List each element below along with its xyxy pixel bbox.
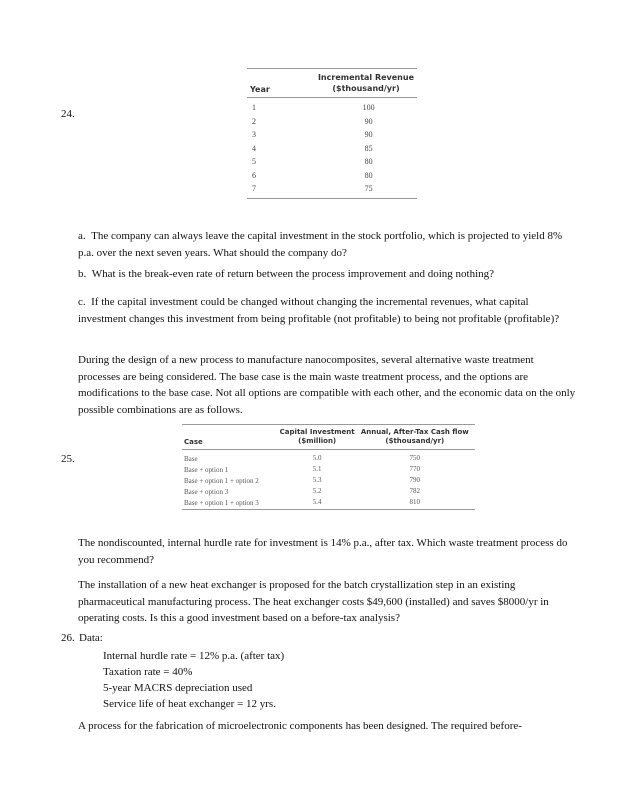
question-26-data-list: [103, 648, 284, 712]
waste-treatment-table: [182, 424, 475, 510]
table-row: Base + option 1 + option 3 5.4 810: [184, 498, 421, 507]
col-revenue-header: Incremental Revenue ($thousand/yr): [317, 73, 414, 93]
table-row: 5 80: [252, 157, 373, 167]
table-row: 2 90: [252, 116, 373, 126]
table-row: 3 90: [252, 130, 373, 140]
question-27-start: A process for the fabrication of microelectronic components has been designed. The required before-: [78, 720, 522, 732]
col-capital-header: Capital Investment ($million): [279, 428, 355, 445]
list-item: Internal hurdle rate = 12% p.a. (after tax): [103, 650, 285, 662]
col-case-header: Case: [184, 438, 203, 446]
question-24-part-a: a. The company can always leave the capital investment in the stock portfolio, which is projected to yield 8% p.a. over the next seven years. What should the company do?: [78, 230, 563, 259]
list-item: Service life of heat exchanger = 12 yrs.: [103, 698, 276, 710]
question-24-part-b: b. What is the break-even rate of return between the process improvement and doing nothing?: [78, 268, 495, 280]
col-cashflow-header: Annual, After-Tax Cash flow ($thousand/yr): [360, 428, 469, 445]
question-24-part-c: c. If the capital investment could be changed without changing the incremental revenues, what capital investment changes this investment from being profitable (not profitable) to being not profitable (profitable)?: [78, 296, 560, 325]
question-25-number: 25.: [61, 453, 75, 465]
table-row: 1 100: [252, 103, 375, 113]
table-row: Base + option 1 5.1 770: [184, 465, 421, 474]
question-25-intro: During the design of a new process to manufacture nanocomposites, several alternative waste treatment processes are being considered. The base case is the main waste treatment process, and the options are modifications to the base case. Not all options are compatible with each other, and the economic data on the only possible combinations are as follows.: [78, 354, 576, 416]
data-label: Data:: [79, 632, 103, 644]
table-row: 6 80: [252, 170, 373, 180]
question-26-number: 26.: [61, 632, 75, 644]
question-26-intro: The installation of a new heat exchanger is proposed for the batch crystallization step in an existing pharmaceutical manufacturing process. The heat exchanger costs $49,600 (installed) and saves $8000/yr in operating costs. Is this a good investment based on a before-tax analysis?: [78, 579, 549, 624]
question-25-question: The nondiscounted, internal hurdle rate for investment is 14% p.a., after tax. Which waste treatment process do you recommend?: [78, 537, 568, 566]
question-24-number: 24.: [61, 108, 75, 120]
incremental-revenue-table: [247, 68, 417, 199]
table-header: [247, 68, 417, 98]
table-header: [182, 424, 475, 450]
table-row: Base + option 1 + option 2 5.3 790: [184, 476, 421, 485]
table-row: Base + option 3 5.2 782: [184, 487, 421, 496]
list-item: Taxation rate = 40%: [103, 666, 193, 678]
list-item: 5-year MACRS depreciation used: [103, 682, 253, 694]
table-row: Base 5.0 750: [184, 454, 421, 463]
table-row: 7 75: [252, 184, 373, 194]
table-row: 4 85: [252, 143, 373, 153]
col-year-header: Year: [250, 85, 270, 94]
